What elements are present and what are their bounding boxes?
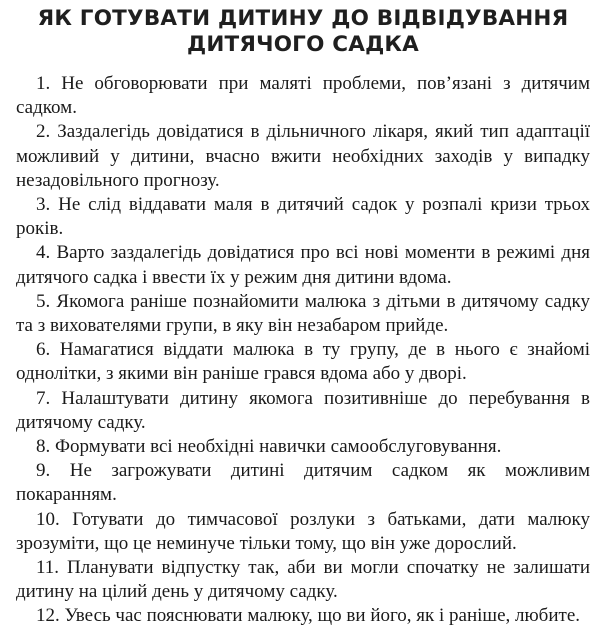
advice-item-9: 9. Не загрожувати дитині дитячим садком як можливим покаранням. bbox=[16, 460, 590, 506]
advice-item-3: 3. Не слід віддавати маля в дитячий садок у розпалі кризи трьох років. bbox=[16, 194, 590, 240]
advice-item-6: 6. Намагатися віддати малюка в ту групу, де в нього є знайомі однолітки, з якими він раніше грався вдома або у дворі. bbox=[16, 339, 590, 385]
advice-item-4: 4. Варто заздалегідь довідатися про всі нові моменти в режимі дня дитячого садка і ввести їх у режим дня дитини вдома. bbox=[16, 242, 590, 288]
advice-list bbox=[16, 72, 590, 629]
advice-item-10: 10. Готувати до тимчасової розлуки з батьками, дати малюку зрозуміти, що це неминуче тільки тому, що він уже дорослий. bbox=[16, 508, 590, 554]
advice-item-1: 1. Не обговорювати при маляті проблеми, пов’язані з дитячим садком. bbox=[16, 73, 590, 119]
title-line-1: ЯК ГОТУВАТИ ДИТИНУ ДО ВІДВІДУВАННЯ bbox=[37, 6, 569, 31]
document-title bbox=[16, 6, 590, 58]
advice-item-2: 2. Заздалегідь довідатися в дільничного лікаря, який тип адаптації можливий у дитини, вчасно вжити необхідних заходів у випадку незадовільного прогнозу. bbox=[16, 121, 590, 191]
advice-item-11: 11. Планувати відпустку так, аби ви могли спочатку не залишати дитину на цілий день у дитячому садку. bbox=[16, 557, 590, 603]
advice-item-12: 12. Увесь час пояснювати малюку, що ви його, як і раніше, любите. bbox=[36, 605, 580, 627]
advice-item-5: 5. Якомога раніше познайомити малюка з дітьми в дитячому садку та з вихователями групи, в яку він незабаром прийде. bbox=[16, 290, 590, 337]
advice-item-8: 8. Формувати всі необхідні навички самообслуговування. bbox=[36, 436, 502, 458]
title-line-2: ДИТЯЧОГО САДКА bbox=[186, 32, 420, 57]
advice-item-7: 7. Налаштувати дитину якомога позитивніше до перебування в дитячому садку. bbox=[16, 387, 590, 433]
